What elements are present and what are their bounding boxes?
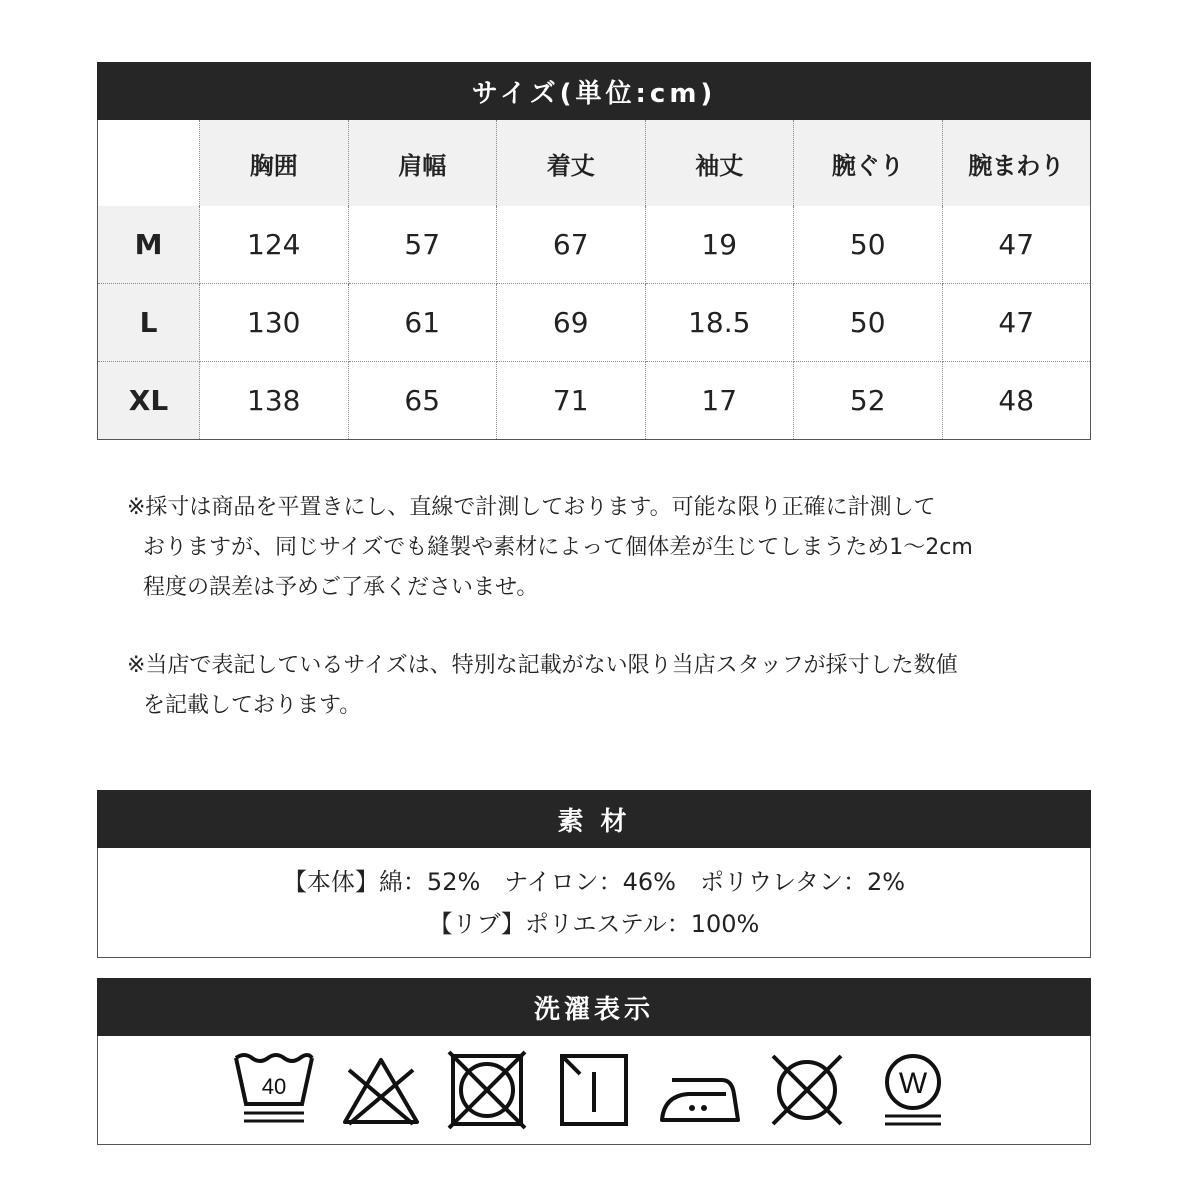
table-cell: 17 xyxy=(645,362,794,440)
washing-icons-box xyxy=(97,1036,1091,1145)
column-header: 腕ぐり xyxy=(794,120,943,206)
size-note xyxy=(127,646,1087,726)
table-cell: 61 xyxy=(348,284,497,362)
table-cell: 71 xyxy=(497,362,646,440)
size-table-section xyxy=(97,62,1091,440)
table-row xyxy=(98,362,1091,440)
table-cell: 18.5 xyxy=(645,284,794,362)
washing-title: 洗濯表示 xyxy=(97,978,1091,1036)
wet-clean-gentle-icon xyxy=(871,1050,955,1130)
note-line: を記載しております。 xyxy=(143,693,362,718)
column-header: 肩幅 xyxy=(348,120,497,206)
no-bleach-icon xyxy=(339,1050,423,1130)
table-cell: 130 xyxy=(200,284,349,362)
wash-temperature: 40 xyxy=(261,1074,287,1099)
table-cell: 50 xyxy=(794,206,943,284)
material-title: 素 材 xyxy=(97,790,1091,848)
wash-tub-40-gentle-icon xyxy=(232,1050,316,1130)
table-row xyxy=(98,206,1091,284)
washing-section xyxy=(97,978,1091,1145)
table-cell: 19 xyxy=(645,206,794,284)
column-header: 袖丈 xyxy=(645,120,794,206)
size-label: L xyxy=(98,284,200,362)
line-dry-shade-icon xyxy=(552,1050,636,1130)
size-table xyxy=(97,120,1091,440)
measurement-note xyxy=(127,488,1087,608)
iron-low-icon xyxy=(658,1050,742,1130)
size-label: M xyxy=(98,206,200,284)
table-cell: 124 xyxy=(200,206,349,284)
table-cell: 52 xyxy=(794,362,943,440)
corner-cell xyxy=(98,120,200,206)
table-row xyxy=(98,284,1091,362)
table-cell: 47 xyxy=(942,284,1091,362)
note-line: ※採寸は商品を平置きにし、直線で計測しております。可能な限り正確に計測して xyxy=(127,495,936,520)
size-label: XL xyxy=(98,362,200,440)
table-cell: 47 xyxy=(942,206,1091,284)
no-tumble-dry-icon xyxy=(445,1050,529,1130)
size-table-title: サイズ(単位:cm) xyxy=(97,62,1091,120)
no-dry-clean-icon xyxy=(765,1050,849,1130)
table-cell: 138 xyxy=(200,362,349,440)
material-box xyxy=(97,848,1091,958)
table-cell: 69 xyxy=(497,284,646,362)
note-line: ※当店で表記しているサイズは、特別な記載がない限り当店スタッフが採寸した数値 xyxy=(127,653,958,678)
table-cell: 65 xyxy=(348,362,497,440)
table-cell: 57 xyxy=(348,206,497,284)
material-line-rib: 【リブ】ポリエステル：100% xyxy=(428,909,760,938)
size-table-header-row xyxy=(98,120,1091,206)
column-header: 着丈 xyxy=(497,120,646,206)
material-line-body: 【本体】綿：52% ナイロン：46% ポリウレタン：2% xyxy=(282,867,906,896)
column-header: 胸囲 xyxy=(200,120,349,206)
material-section xyxy=(97,790,1091,958)
note-line: おりますが、同じサイズでも縫製や素材によって個体差が生じてしまうため1～2cm xyxy=(143,535,973,560)
table-cell: 50 xyxy=(794,284,943,362)
table-cell: 67 xyxy=(497,206,646,284)
note-line: 程度の誤差は予めご了承くださいませ。 xyxy=(143,575,539,600)
svg-text:W: W xyxy=(898,1067,928,1100)
column-header: 腕まわり xyxy=(942,120,1091,206)
table-cell: 48 xyxy=(998,384,1035,417)
